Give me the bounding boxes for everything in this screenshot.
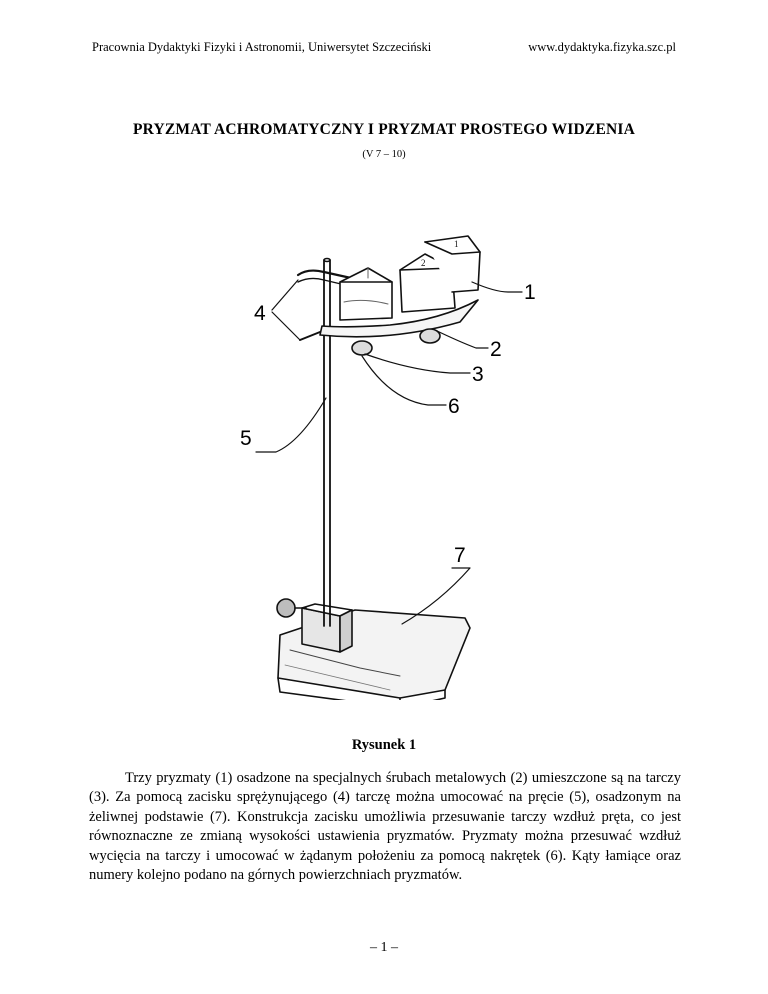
vertical-rod [324, 259, 330, 627]
document-title: PRYZMAT ACHROMATYCZNY I PRYZMAT PROSTEGO WIDZENIA [132, 121, 636, 138]
label-4: 4 [254, 302, 266, 325]
body-paragraph: Trzy pryzmaty (1) osadzone na specjalnych śrubach metalowych (2) umieszczone są na tarczy (3). Za pomocą zacisku sprężynującego (4) tarczę można umocować na pręcie (5), osadzonym na żeliwnej podstawie (7). Konstrukcja zacisku umożliwia przesuwanie tarczy wzdłuż pręta, co jest równoznaczne ze zmianą wysokości ustawienia pryzmatów. Pryzmaty można przesuwać wzdłuż wycięcia na tarczy i umocować w żądanym położeniu za pomocą nakrętek (6). Kąty łamiące oraz numery kolejno podano na górnych powierzchniach pryzmatów. [89, 770, 681, 884]
prism-left [340, 268, 392, 320]
document-code: (V 7 – 10) [362, 149, 406, 160]
page-number: – 1 – [370, 940, 398, 955]
header-right: www.dydaktyka.fizyka.szc.pl [528, 40, 676, 54]
label-3: 3 [472, 363, 484, 386]
prism-stand-illustration [240, 230, 550, 700]
label-7: 7 [454, 544, 466, 567]
label-2: 2 [490, 338, 502, 361]
label-6: 6 [448, 395, 460, 418]
figure-caption: Rysunek 1 [351, 737, 417, 753]
header-left: Pracownia Dydaktyki Fizyki i Astronomii, Uniwersytet Szczeciński [92, 40, 432, 54]
svg-text:1: 1 [454, 239, 459, 249]
label-1: 1 [524, 281, 536, 304]
label-5: 5 [240, 427, 252, 450]
svg-text:2: 2 [421, 258, 426, 268]
